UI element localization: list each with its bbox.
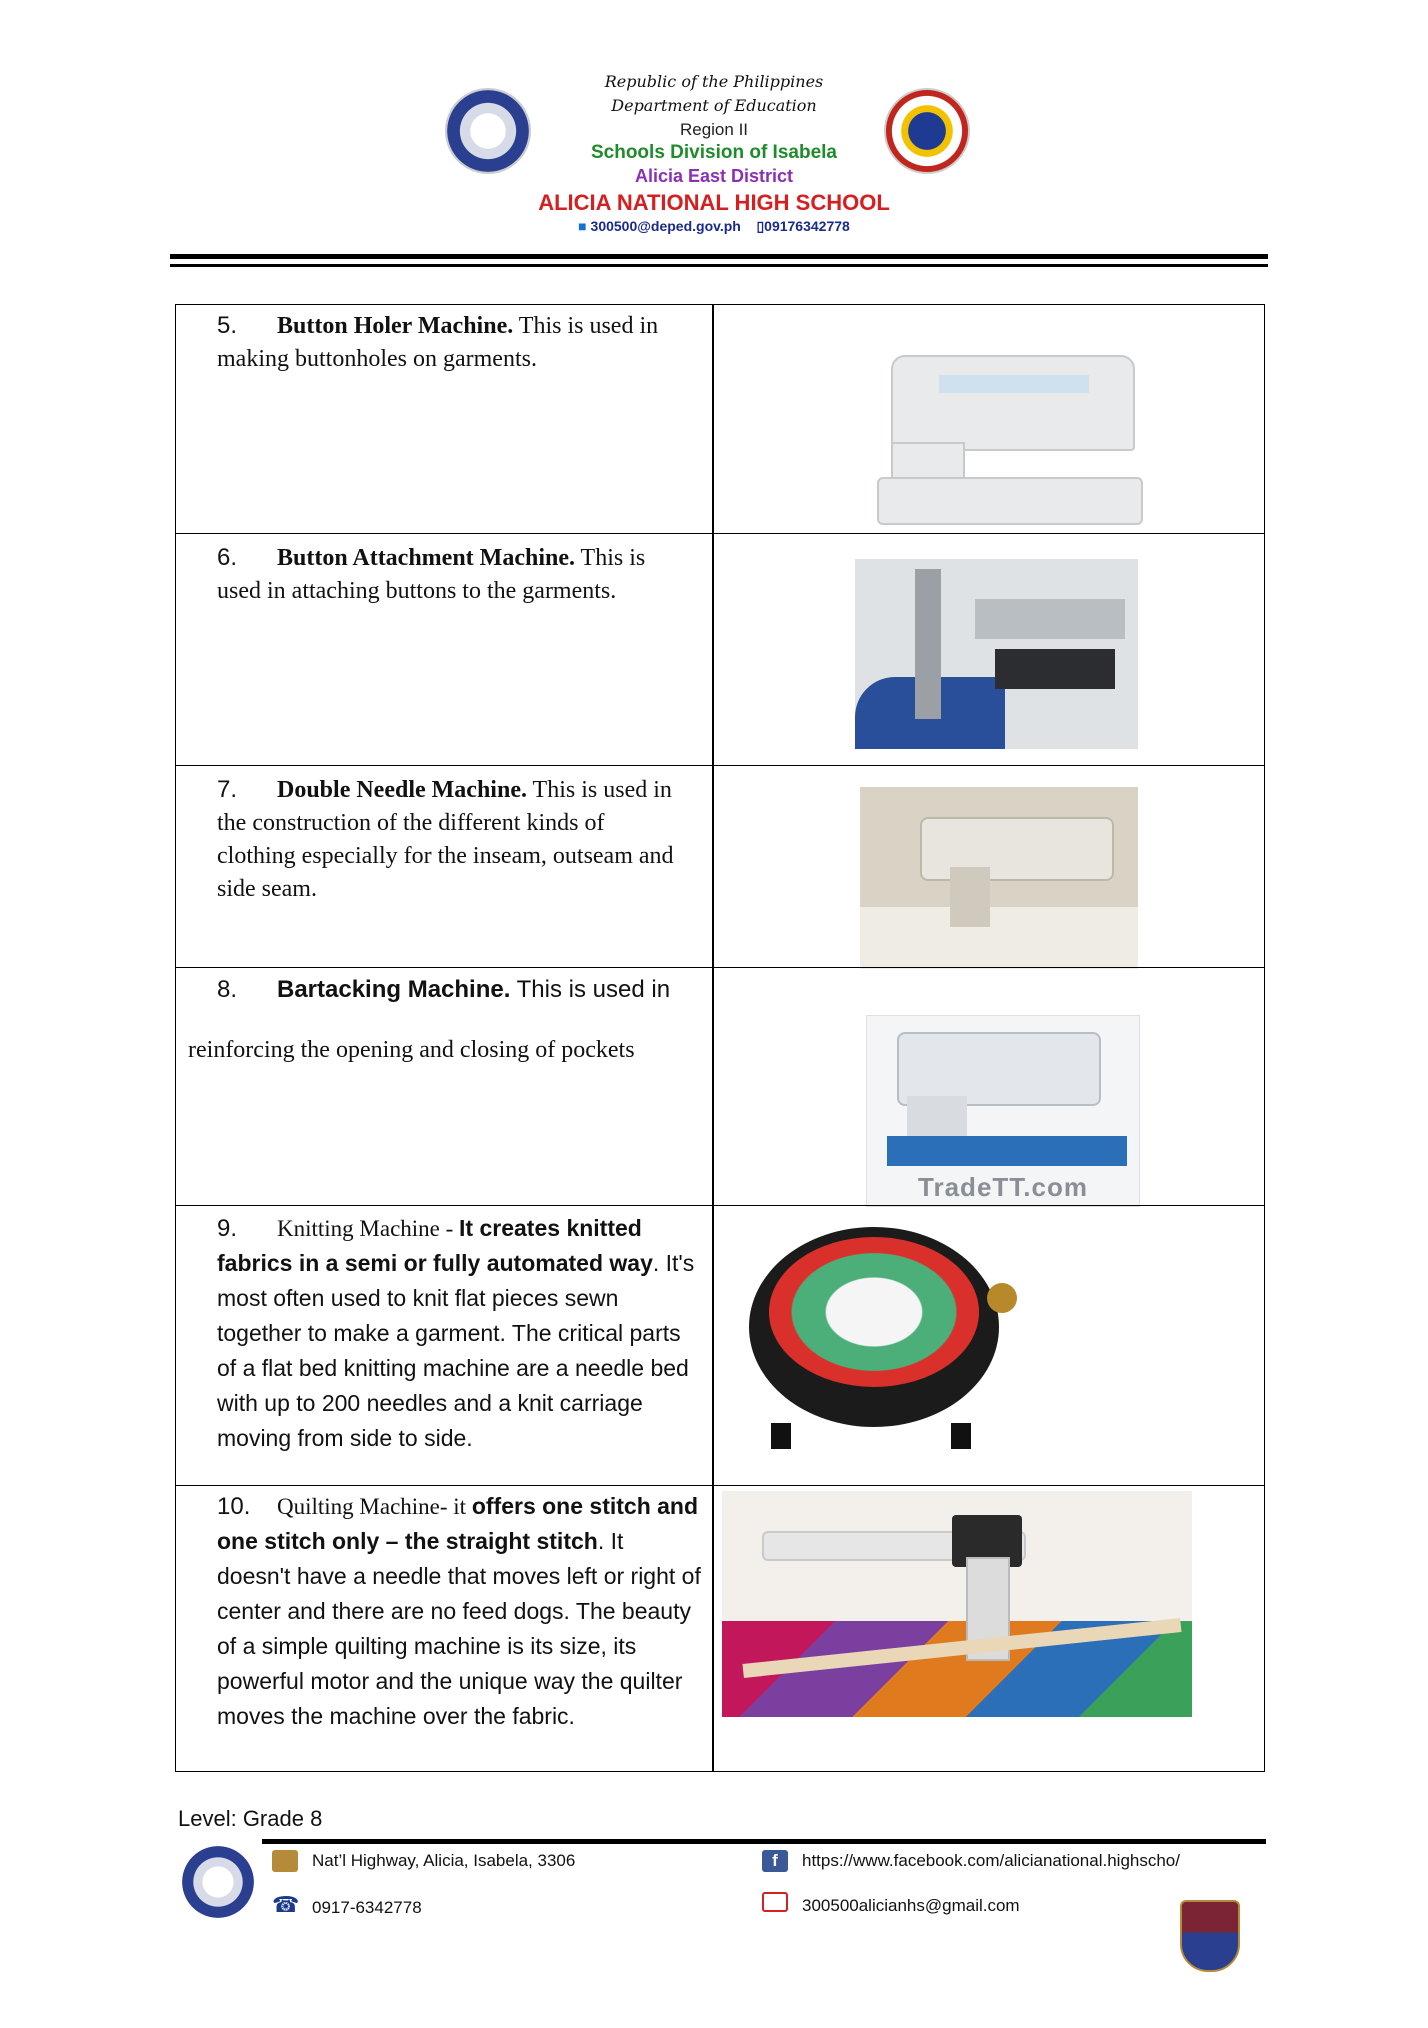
header-school-name: ALICIA NATIONAL HIGH SCHOOL	[538, 190, 890, 215]
header-rule-top	[170, 254, 1268, 259]
item-8-text	[217, 973, 687, 1007]
item-8-desc-continued: reinforcing the opening and closing of pockets	[188, 1037, 635, 1063]
header-region: Region II	[679, 120, 749, 139]
footer-rule	[262, 1839, 1266, 1844]
header-phone: 09176342778	[764, 218, 850, 234]
grade-level: Level: Grade 8	[178, 1806, 323, 1831]
footer-phone: 0917-6342778	[312, 1898, 422, 1917]
row-divider	[176, 765, 1264, 766]
machines-table	[175, 304, 1265, 1772]
item-5-title: Button Holer Machine.	[277, 313, 514, 339]
double-needle-machine-image	[860, 787, 1138, 969]
email-icon: ■	[578, 218, 587, 234]
item-7-text	[217, 773, 687, 906]
item-6-desc: This is used in attaching buttons to the garments.	[217, 545, 646, 604]
quilting-machine-image	[722, 1491, 1192, 1717]
item-6-text	[217, 541, 687, 608]
item-6-number: 6.	[217, 544, 238, 571]
header-email: 300500@deped.gov.ph	[590, 218, 741, 234]
item-9-number: 9.	[217, 1215, 238, 1242]
row-divider	[176, 1485, 1264, 1486]
item-7-desc: This is used in the construction of the different kinds of clothing especially for the inseam, outseam and side seam.	[217, 777, 674, 902]
item-5-text	[217, 309, 687, 376]
header-department: Department of Education	[611, 96, 817, 115]
item-6-title: Button Attachment Machine.	[277, 545, 575, 571]
button-holer-machine-image	[869, 347, 1145, 531]
item-8-desc: This is used in	[510, 976, 671, 1003]
item-9-bold: It creates knitted fabrics in a semi or fully automated way	[217, 1215, 653, 1276]
facebook-icon: f	[762, 1850, 788, 1872]
bartacking-machine-image	[866, 1015, 1140, 1207]
column-divider	[712, 305, 714, 1771]
item-8-number: 8.	[217, 976, 238, 1003]
header-republic: Republic of the Philippines	[604, 72, 824, 91]
row-divider	[176, 533, 1264, 534]
item-10-text	[217, 1489, 703, 1734]
item-5-desc: This is used in making buttonholes on garments.	[217, 313, 659, 372]
item-10-title: Quilting Machine- it	[277, 1494, 472, 1519]
row-divider	[176, 1205, 1264, 1206]
district-crest-logo	[1180, 1900, 1240, 1972]
knitting-machine-image	[731, 1213, 1031, 1455]
footer-address: Nat’l Highway, Alicia, Isabela, 3306	[312, 1851, 576, 1870]
header-district: Alicia East District	[634, 166, 794, 186]
item-9-title: Knitting Machine -	[277, 1216, 460, 1241]
row-divider	[176, 967, 1264, 968]
item-5-number: 5.	[217, 312, 238, 339]
header-division: Schools Division of Isabela	[590, 142, 837, 163]
item-7-title: Double Needle Machine.	[277, 777, 527, 803]
mail-icon	[762, 1892, 788, 1912]
header-rule-bottom	[170, 264, 1268, 267]
item-10-number: 10.	[217, 1493, 251, 1520]
item-8-title: Bartacking Machine.	[277, 976, 511, 1003]
footer-school-seal-logo	[182, 1846, 254, 1918]
footer-facebook-link[interactable]: https://www.facebook.com/alicianational.highscho/	[802, 1851, 1180, 1870]
phone-icon: ▯	[756, 218, 765, 234]
footer-email[interactable]: 300500alicianhs@gmail.com	[802, 1896, 1020, 1915]
button-attachment-machine-image	[855, 559, 1138, 749]
home-icon	[272, 1850, 298, 1872]
header-contacts	[0, 218, 1428, 235]
item-9-desc: . It's most often used to knit flat pieces sewn together to make a garment. The critical parts of a flat bed knitting machine are a needle bed with up to 200 needles and a knit carriage moving from side to side.	[217, 1250, 695, 1451]
item-9-text	[217, 1211, 703, 1456]
item-10-desc: . It doesn't have a needle that moves left or right of center and there are no feed dogs. The beauty of a simple quilting machine is its size, its powerful motor and the unique way the quilter moves the machine over the fabric.	[217, 1528, 701, 1729]
item-10-bold: offers one stitch and one stitch only – the straight stitch	[217, 1493, 699, 1554]
tradett-watermark: TradeTT.com	[918, 1172, 1088, 1202]
item-7-number: 7.	[217, 776, 238, 803]
telephone-icon: ☎	[272, 1892, 300, 1917]
